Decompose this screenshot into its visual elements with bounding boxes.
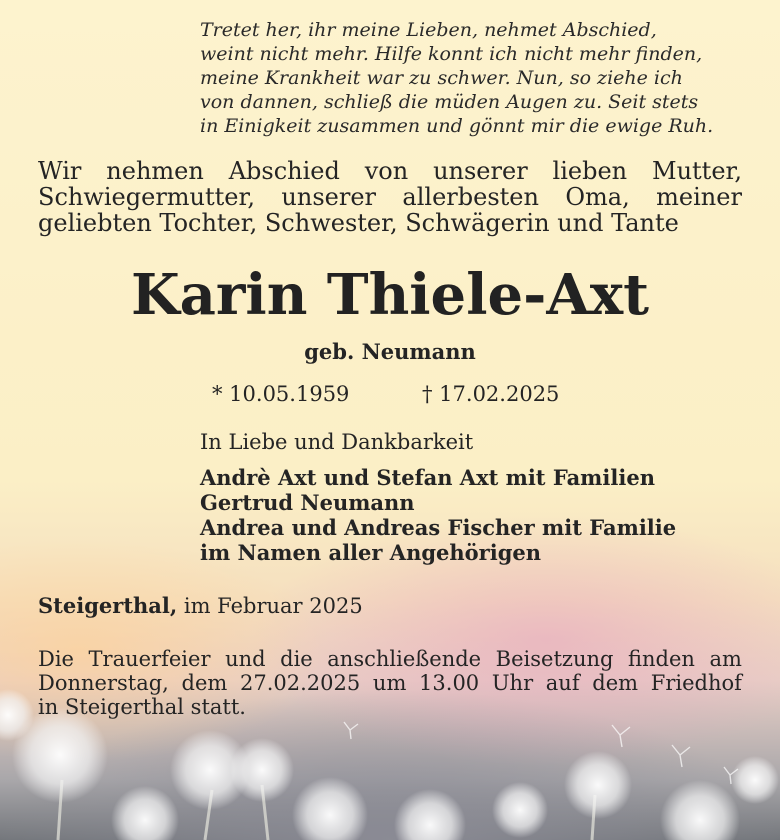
poem-line: weint nicht mehr. Hilfe konnt ich nicht mehr finden, <box>200 43 703 65</box>
place-and-date <box>38 592 363 620</box>
funeral-word: dem <box>181 671 228 695</box>
funeral-word: 27.02.2025 <box>240 671 361 695</box>
intro-line-2 <box>38 184 742 210</box>
birth-date: * 10.05.1959 <box>212 382 350 406</box>
intro-word: Schwiegermutter, <box>38 183 255 211</box>
funeral-word: Trauerfeier <box>88 647 211 671</box>
funeral-line-3: in Steigerthal statt. <box>38 695 246 719</box>
mourner-name: im Namen aller Angehörigen <box>200 540 542 565</box>
funeral-word: 13.00 <box>419 671 480 695</box>
funeral-word: um <box>372 671 407 695</box>
funeral-word: dem <box>592 671 639 695</box>
mourners <box>200 430 676 565</box>
funeral-word: Donnerstag, <box>38 671 169 695</box>
funeral-word: am <box>709 647 742 671</box>
intro-word: allerbesten <box>402 183 539 211</box>
poem-line: in Einigkeit zusammen und gönnt mir die ewige Ruh. <box>200 115 714 137</box>
intro-line-1 <box>38 158 742 184</box>
intro-text <box>38 158 742 236</box>
poem-line: von dannen, schließ die müden Augen zu. Seit stets <box>200 91 699 113</box>
funeral-line-2 <box>38 671 742 695</box>
mourners-lead: In Liebe und Dankbarkeit <box>200 430 474 454</box>
intro-word: Abschied <box>228 157 340 185</box>
place-town: Steigerthal, <box>38 593 178 618</box>
intro-word: meiner <box>656 183 742 211</box>
funeral-word: Uhr <box>491 671 534 695</box>
intro-word: unserer <box>281 183 376 211</box>
poem-line: meine Krankheit war zu schwer. Nun, so ziehe ich <box>200 67 683 89</box>
poem-line: Tretet her, ihr meine Lieben, nehmet Abschied, <box>200 19 657 41</box>
birth-name: geb. Neumann <box>304 339 476 364</box>
funeral-word: und <box>225 647 266 671</box>
intro-word: Oma, <box>565 183 630 211</box>
mourner-name: Gertrud Neumann <box>200 490 415 515</box>
funeral-word: Friedhof <box>650 671 742 695</box>
funeral-word: die <box>280 647 313 671</box>
intro-word: von <box>364 157 409 185</box>
poem <box>200 18 740 138</box>
intro-word: Wir <box>38 157 82 185</box>
deceased-name: Karin Thiele-Axt <box>130 262 650 328</box>
funeral-word: auf <box>545 671 580 695</box>
intro-word: Mutter, <box>652 157 742 185</box>
intro-word: unserer <box>433 157 528 185</box>
intro-word: nehmen <box>106 157 204 185</box>
funeral-word: Beisetzung <box>495 647 614 671</box>
funeral-word: finden <box>628 647 695 671</box>
funeral-line-1 <box>38 647 742 671</box>
intro-word: lieben <box>552 157 628 185</box>
funeral-info <box>38 647 742 719</box>
place-date: im Februar 2025 <box>177 594 363 618</box>
intro-line-3: geliebten Tochter, Schwester, Schwägerin und Tante <box>38 209 679 237</box>
funeral-word: Die <box>38 647 74 671</box>
mourner-name: Andrea und Andreas Fischer mit Familie <box>200 515 677 540</box>
death-date: † 17.02.2025 <box>422 382 560 406</box>
funeral-word: anschließende <box>327 647 482 671</box>
mourner-name: Andrè Axt und Stefan Axt mit Familien <box>200 465 655 490</box>
